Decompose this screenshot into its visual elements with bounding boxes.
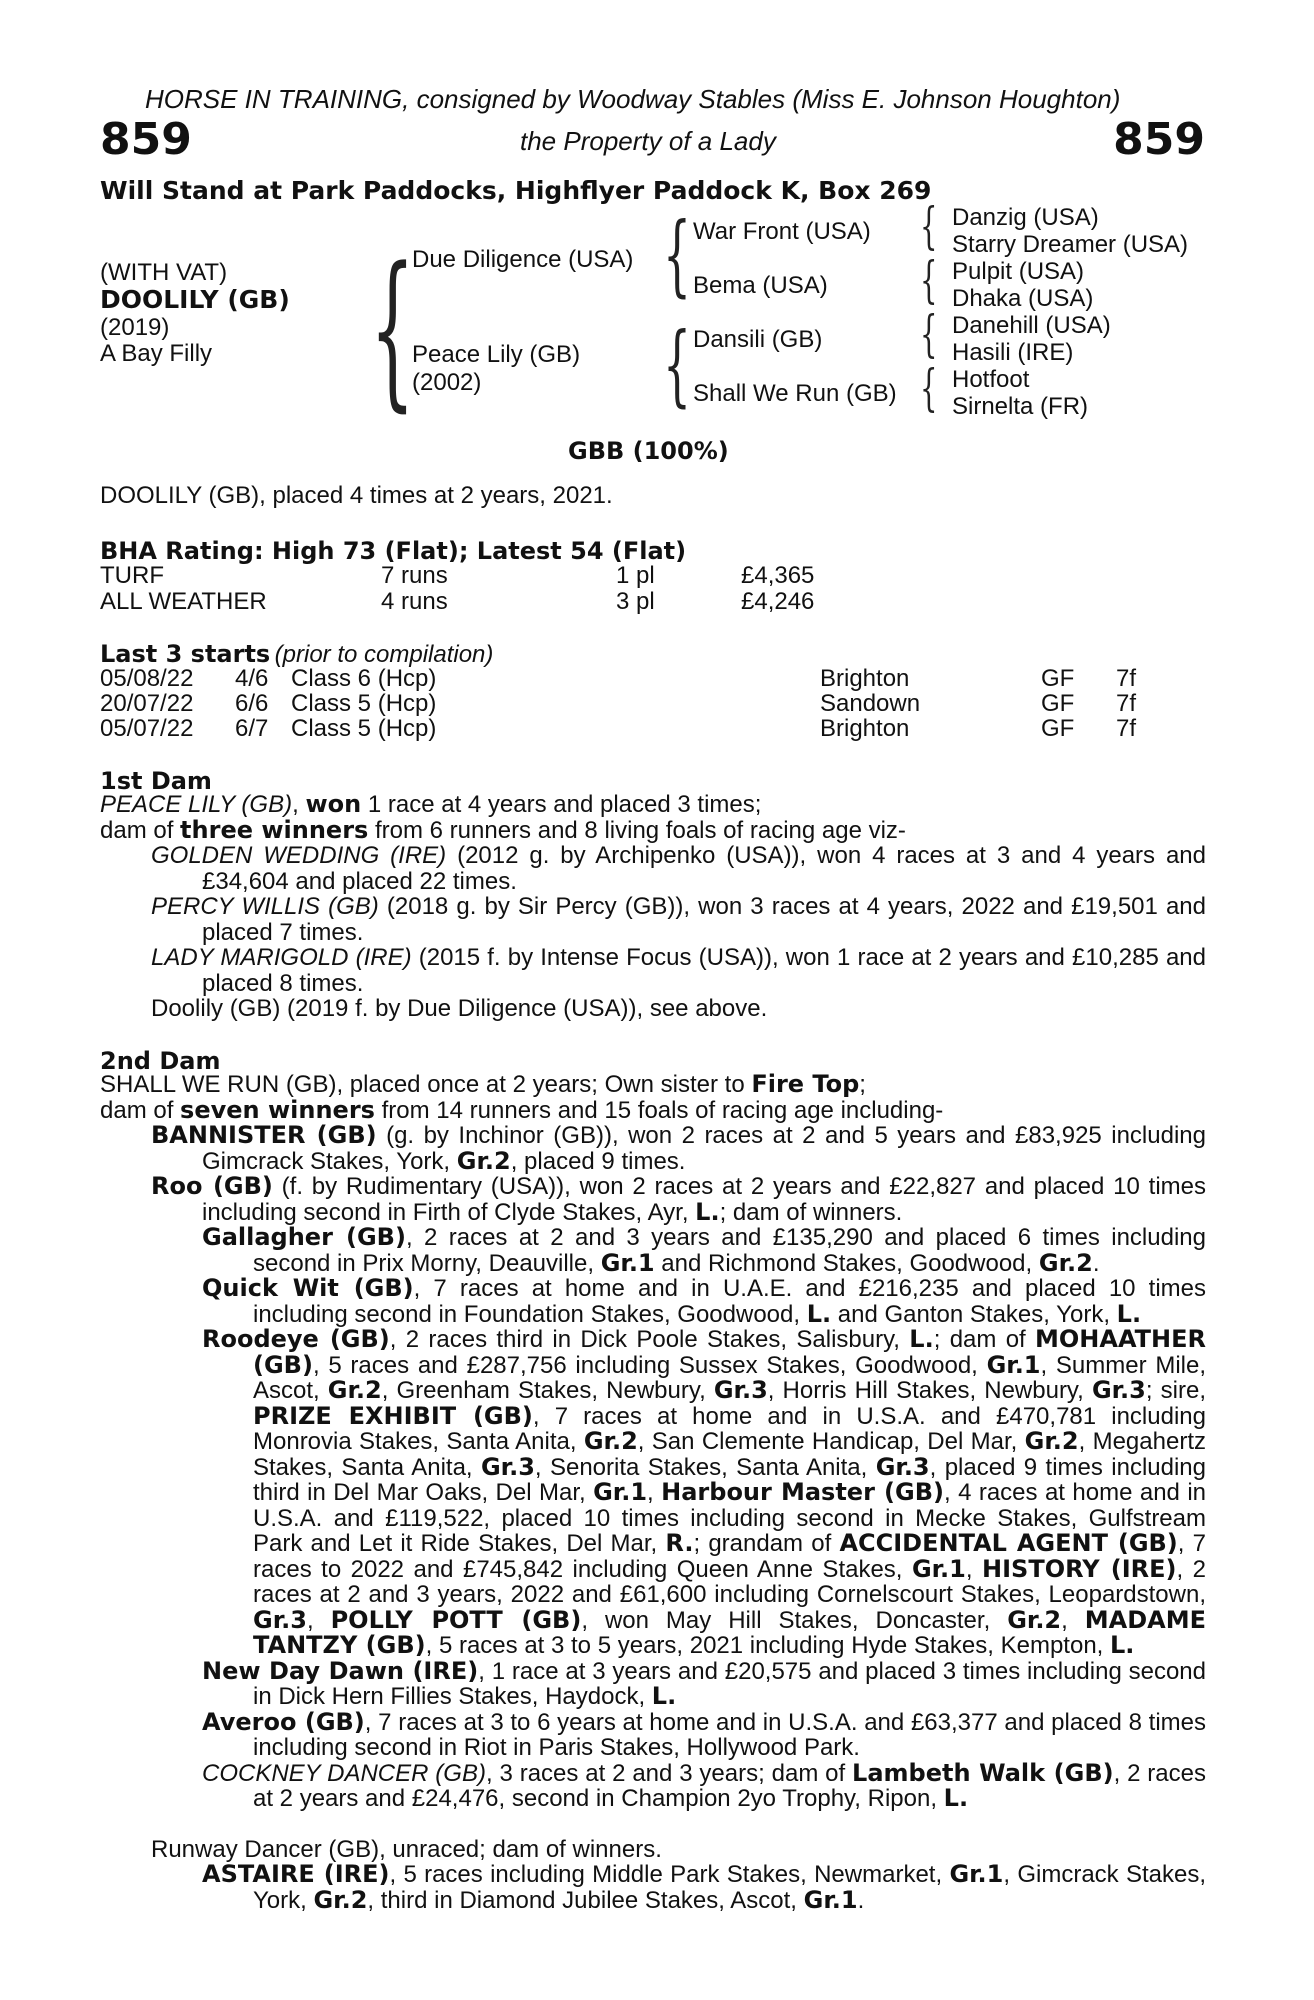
- race-summary: DOOLILY (GB), placed 4 times at 2 years, 2021.: [100, 482, 613, 509]
- consignment-line: HORSE IN TRAINING, consigned by Woodway Stables (Miss E. Johnson Houghton): [145, 84, 1121, 114]
- runway-dancer-entry: [151, 1837, 1206, 1863]
- bha-runs: 7 runs: [381, 562, 448, 589]
- brace-sire: {: [663, 203, 691, 306]
- second-dam-intro: [100, 1072, 1206, 1123]
- ancestor-g4: Dhaka (USA): [952, 285, 1094, 312]
- bha-surface: ALL WEATHER: [100, 588, 267, 615]
- start-race: Class 5 (Hcp): [291, 715, 437, 742]
- produce-entry: Doolily (GB) (2019 f. by Due Diligence (USA)), see above.: [151, 995, 768, 1022]
- horse-name: DOOLILY (GB): [100, 285, 290, 314]
- brace-g3: {: [920, 305, 938, 363]
- horse-description: A Bay Filly: [100, 340, 213, 367]
- produce-entry: LADY MARIGOLD (IRE) (2015 f. by Intense Focus (USA)), won 1 race at 2 years and £10,285 and placed 8 times.: [151, 944, 1206, 997]
- first-dam-produce: dam of three winners from 6 runners and 8 living foals of racing age viz-: [100, 815, 906, 844]
- last-starts-title: Last 3 starts: [100, 640, 271, 668]
- bha-placed: 3 pl: [616, 588, 655, 615]
- ancestor-g7: Hotfoot: [952, 366, 1030, 393]
- start-date: 05/08/22: [100, 665, 194, 692]
- produce-entry: Averoo (GB), 7 races at 3 to 6 years at home and in U.S.A. and £63,377 and placed 8 times including second in Riot in Paris Stakes, Hollywood Park.: [202, 1707, 1206, 1761]
- ancestor-g2: Starry Dreamer (USA): [952, 231, 1189, 258]
- property-line: the Property of a Lady: [520, 126, 776, 156]
- second-dam-line: SHALL WE RUN (GB), placed once at 2 years; Own sister to Fire Top;: [100, 1070, 866, 1098]
- start-going: GF: [1041, 690, 1075, 717]
- first-dam-heading: 1st Dam: [100, 767, 212, 795]
- sire-dam: Bema (USA): [693, 272, 828, 299]
- sire-sire: War Front (USA): [693, 218, 871, 245]
- produce-entry: BANNISTER (GB) (g. by Inchinor (GB)), won 2 races at 2 and 5 years and £83,925 including Gimcrack Stakes, York, Gr.2, placed 9 times.: [151, 1121, 1206, 1175]
- first-dam-section: [100, 792, 1206, 843]
- lot-number-right: 859: [1113, 114, 1205, 165]
- bha-surface: TURF: [100, 562, 164, 589]
- produce-entry: Roo (GB) (f. by Rudimentary (USA)), won 2 races at 2 years and £22,827 and placed 10 times including second in Firth of Clyde Stakes, Ayr, L.; dam of winners.: [151, 1172, 1206, 1226]
- ancestor-g5: Danehill (USA): [952, 312, 1111, 339]
- start-position: 6/6: [235, 690, 269, 717]
- brace-g1: {: [920, 197, 938, 255]
- bha-runs: 4 runs: [381, 588, 448, 615]
- start-distance: 7f: [1116, 665, 1137, 692]
- bha-rating-title: BHA Rating: High 73 (Flat); Latest 54 (Flat): [100, 537, 687, 565]
- brace-g4: {: [920, 359, 938, 417]
- produce-entry: ASTAIRE (IRE), 5 races including Middle Park Stakes, Newmarket, Gr.1, Gimcrack Stakes, York, Gr.2, third in Diamond Jubilee Stakes, Ascot, Gr.1.: [202, 1860, 1207, 1914]
- bha-prize: £4,365: [741, 562, 815, 589]
- breeding-note: GBB (100%): [568, 437, 729, 465]
- produce-entry: New Day Dawn (IRE), 1 race at 3 years and £20,575 and placed 3 times including second in Dick Hern Fillies Stakes, Haydock, L.: [202, 1656, 1206, 1710]
- last-starts-note: (prior to compilation): [274, 641, 494, 668]
- produce-entry: COCKNEY DANCER (GB), 3 races at 2 and 3 years; dam of Lambeth Walk (GB), 2 races at 2 years and £24,476, second in Champion 2yo Trophy, Ripon, L.: [202, 1758, 1206, 1812]
- start-position: 4/6: [235, 665, 269, 692]
- brace-g2: {: [920, 251, 938, 309]
- roo-progeny: [151, 1225, 1206, 1812]
- start-course: Brighton: [820, 715, 910, 742]
- start-race: Class 5 (Hcp): [291, 690, 437, 717]
- dam-year: (2002): [412, 369, 482, 396]
- start-distance: 7f: [1116, 715, 1137, 742]
- dam-dam: Shall We Run (GB): [693, 380, 897, 407]
- ancestor-g1: Danzig (USA): [952, 204, 1099, 231]
- ancestor-g8: Sirnelta (FR): [952, 393, 1089, 420]
- sire-name: Due Diligence (USA): [412, 246, 634, 273]
- astaire-entry: [202, 1862, 1206, 1913]
- start-date: 20/07/22: [100, 690, 194, 717]
- second-dam-produce-list: [151, 1123, 1206, 1812]
- lot-number-left: 859: [100, 114, 192, 165]
- vat-note: (WITH VAT): [100, 259, 228, 286]
- ancestor-g3: Pulpit (USA): [952, 258, 1085, 285]
- start-position: 6/7: [235, 715, 269, 742]
- produce-entry: Gallagher (GB), 2 races at 2 and 3 years and £135,290 and placed 6 times including second in Prix Morny, Deauville, Gr.1 and Richmond Stakes, Goodwood, Gr.2.: [202, 1223, 1206, 1277]
- start-going: GF: [1041, 715, 1075, 742]
- brace-dam: {: [663, 313, 691, 416]
- start-distance: 7f: [1116, 690, 1137, 717]
- second-dam-heading: 2nd Dam: [100, 1047, 221, 1075]
- produce-entry: Roodeye (GB), 2 races third in Dick Poole Stakes, Salisbury, L.; dam of MOHAATHER (GB), 5 races and £287,756 including Sussex Stakes, Goodwood, Gr.1, Summer Mile, Ascot, Gr.2, Greenham Stakes, Newbury, Gr.3, Horris Hill Stakes, Newbury, Gr.3; sire, PRIZE EXHIBIT (GB), 7 races at home and in U.S.A. and £470,781 including Monrovia Stakes, Santa Anita, Gr.2, San Clemente Handicap, Del Mar, Gr.2, Megahertz Stakes, Santa Anita, Gr.3, Senorita Stakes, Santa Anita, Gr.3, placed 9 times including third in Del Mar Oaks, Del Mar, Gr.1, Harbour Master (GB), 4 races at home and in U.S.A. and £119,522, placed 10 times including second in Mecke Stakes, Gulfstream Park and Let it Ride Stakes, Del Mar, R.; grandam of ACCIDENTAL AGENT (GB), 7 races to 2022 and £745,842 including Queen Anne Stakes, Gr.1, HISTORY (IRE), 2 races at 2 and 3 years, 2022 and £61,600 including Cornelscourt Stakes, Leopardstown, Gr.3, POLLY POTT (GB), won May Hill Stakes, Doncaster, Gr.2, MADAME TANTZY (GB), 5 races at 3 to 5 years, 2021 including Hyde Stakes, Kempton, L.: [202, 1325, 1207, 1659]
- start-going: GF: [1041, 665, 1075, 692]
- start-date: 05/07/22: [100, 715, 194, 742]
- second-dam-produce: dam of seven winners from 14 runners and 15 foals of racing age including-: [100, 1095, 944, 1124]
- dam-name: Peace Lily (GB): [412, 341, 581, 368]
- produce-entry: GOLDEN WEDDING (IRE) (2012 g. by Archipenko (USA)), won 4 races at 3 and 4 years and £34,604 and placed 22 times.: [151, 842, 1206, 895]
- brace-main: {: [370, 231, 415, 427]
- start-race: Class 6 (Hcp): [291, 665, 437, 692]
- first-dam-produce-list: [151, 843, 1206, 1022]
- horse-year: (2019): [100, 314, 170, 341]
- ancestor-g6: Hasili (IRE): [952, 339, 1074, 366]
- stand-location: Will Stand at Park Paddocks, Highflyer Paddock K, Box 269: [100, 176, 932, 205]
- bha-prize: £4,246: [741, 588, 815, 615]
- first-dam-intro: PEACE LILY (GB), won 1 race at 4 years and placed 3 times;: [100, 790, 762, 818]
- produce-entry: Quick Wit (GB), 7 races at home and in U.A.E. and £216,235 and placed 10 times including second in Foundation Stakes, Goodwood, L. and Ganton Stakes, York, L.: [202, 1274, 1206, 1328]
- bha-placed: 1 pl: [616, 562, 655, 589]
- dam-sire: Dansili (GB): [693, 326, 823, 353]
- produce-entry: Runway Dancer (GB), unraced; dam of winners.: [151, 1836, 662, 1863]
- produce-entry: PERCY WILLIS (GB) (2018 g. by Sir Percy (GB)), won 3 races at 4 years, 2022 and £19,501 and placed 7 times.: [151, 893, 1206, 946]
- start-course: Brighton: [820, 665, 910, 692]
- start-course: Sandown: [820, 690, 921, 717]
